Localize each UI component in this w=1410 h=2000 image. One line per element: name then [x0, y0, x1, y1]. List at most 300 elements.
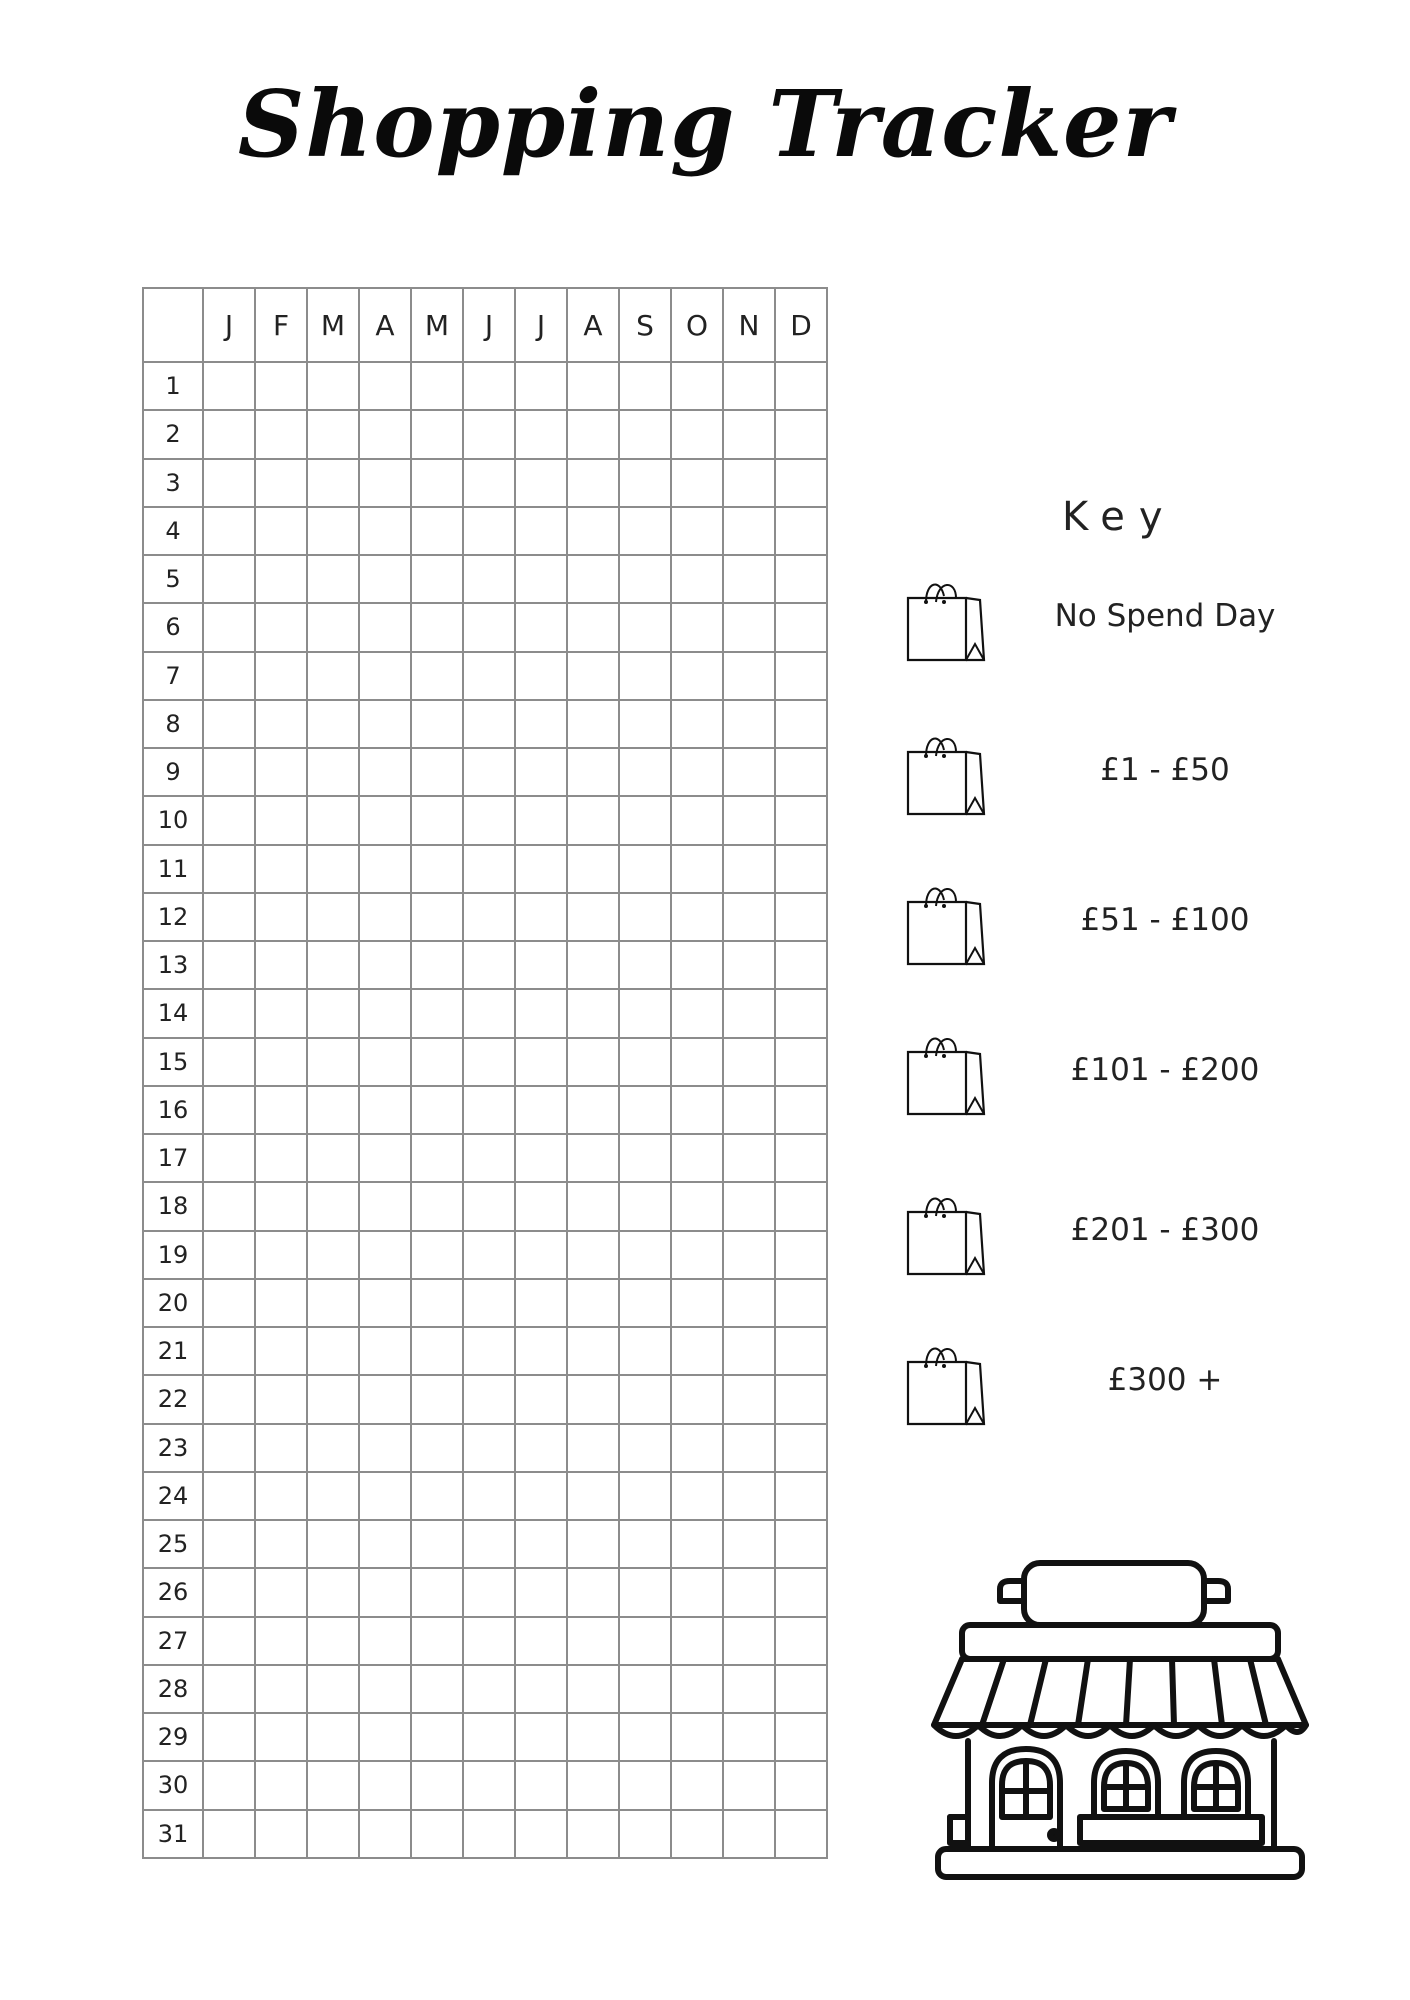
tracker-cell[interactable] — [359, 1617, 411, 1665]
tracker-cell[interactable] — [463, 555, 515, 603]
tracker-cell[interactable] — [307, 1713, 359, 1761]
tracker-cell[interactable] — [307, 941, 359, 989]
tracker-cell[interactable] — [255, 652, 307, 700]
tracker-cell[interactable] — [359, 1038, 411, 1086]
tracker-cell[interactable] — [255, 1617, 307, 1665]
tracker-cell[interactable] — [567, 652, 619, 700]
tracker-cell[interactable] — [359, 1810, 411, 1859]
tracker-cell[interactable] — [723, 1182, 775, 1230]
tracker-cell[interactable] — [775, 941, 827, 989]
tracker-cell[interactable] — [255, 1520, 307, 1568]
tracker-cell[interactable] — [515, 1086, 567, 1134]
tracker-cell[interactable] — [775, 1761, 827, 1809]
tracker-cell[interactable] — [463, 362, 515, 410]
tracker-cell[interactable] — [671, 507, 723, 555]
tracker-cell[interactable] — [203, 1617, 255, 1665]
tracker-cell[interactable] — [567, 700, 619, 748]
tracker-cell[interactable] — [671, 1279, 723, 1327]
tracker-cell[interactable] — [775, 1134, 827, 1182]
tracker-cell[interactable] — [255, 893, 307, 941]
tracker-cell[interactable] — [515, 410, 567, 458]
tracker-cell[interactable] — [723, 1279, 775, 1327]
tracker-cell[interactable] — [307, 652, 359, 700]
tracker-cell[interactable] — [255, 1182, 307, 1230]
tracker-cell[interactable] — [567, 1182, 619, 1230]
tracker-cell[interactable] — [671, 796, 723, 844]
tracker-cell[interactable] — [515, 1617, 567, 1665]
tracker-cell[interactable] — [359, 1327, 411, 1375]
tracker-cell[interactable] — [203, 1665, 255, 1713]
tracker-cell[interactable] — [463, 1568, 515, 1616]
tracker-cell[interactable] — [411, 1086, 463, 1134]
tracker-cell[interactable] — [723, 1038, 775, 1086]
tracker-cell[interactable] — [203, 1713, 255, 1761]
tracker-cell[interactable] — [203, 1327, 255, 1375]
tracker-cell[interactable] — [671, 748, 723, 796]
tracker-cell[interactable] — [567, 1665, 619, 1713]
tracker-cell[interactable] — [307, 1617, 359, 1665]
tracker-cell[interactable] — [463, 1665, 515, 1713]
tracker-cell[interactable] — [359, 555, 411, 603]
tracker-cell[interactable] — [619, 1375, 671, 1423]
tracker-cell[interactable] — [359, 1086, 411, 1134]
tracker-cell[interactable] — [671, 1134, 723, 1182]
tracker-cell[interactable] — [463, 1617, 515, 1665]
tracker-cell[interactable] — [567, 1713, 619, 1761]
tracker-cell[interactable] — [619, 507, 671, 555]
tracker-cell[interactable] — [307, 1279, 359, 1327]
tracker-cell[interactable] — [359, 1665, 411, 1713]
tracker-cell[interactable] — [411, 1375, 463, 1423]
tracker-cell[interactable] — [411, 555, 463, 603]
tracker-cell[interactable] — [359, 1182, 411, 1230]
tracker-cell[interactable] — [619, 1665, 671, 1713]
tracker-cell[interactable] — [203, 1279, 255, 1327]
tracker-cell[interactable] — [515, 1568, 567, 1616]
tracker-cell[interactable] — [411, 941, 463, 989]
tracker-cell[interactable] — [307, 1231, 359, 1279]
tracker-cell[interactable] — [359, 1231, 411, 1279]
tracker-cell[interactable] — [567, 1279, 619, 1327]
tracker-cell[interactable] — [203, 1134, 255, 1182]
tracker-cell[interactable] — [307, 748, 359, 796]
tracker-cell[interactable] — [515, 989, 567, 1037]
tracker-cell[interactable] — [723, 1568, 775, 1616]
tracker-cell[interactable] — [411, 1810, 463, 1859]
tracker-cell[interactable] — [307, 1424, 359, 1472]
tracker-cell[interactable] — [515, 1231, 567, 1279]
tracker-cell[interactable] — [515, 1665, 567, 1713]
tracker-cell[interactable] — [567, 362, 619, 410]
tracker-cell[interactable] — [723, 893, 775, 941]
tracker-cell[interactable] — [203, 1520, 255, 1568]
tracker-cell[interactable] — [463, 748, 515, 796]
tracker-cell[interactable] — [567, 845, 619, 893]
tracker-cell[interactable] — [359, 1713, 411, 1761]
tracker-cell[interactable] — [359, 1520, 411, 1568]
tracker-cell[interactable] — [463, 941, 515, 989]
tracker-cell[interactable] — [255, 1327, 307, 1375]
tracker-cell[interactable] — [723, 1761, 775, 1809]
tracker-cell[interactable] — [723, 362, 775, 410]
tracker-cell[interactable] — [671, 941, 723, 989]
tracker-cell[interactable] — [619, 941, 671, 989]
tracker-cell[interactable] — [567, 1520, 619, 1568]
tracker-cell[interactable] — [255, 1375, 307, 1423]
tracker-cell[interactable] — [671, 1761, 723, 1809]
tracker-cell[interactable] — [411, 893, 463, 941]
tracker-cell[interactable] — [359, 700, 411, 748]
tracker-cell[interactable] — [203, 459, 255, 507]
tracker-cell[interactable] — [723, 1086, 775, 1134]
tracker-cell[interactable] — [463, 459, 515, 507]
tracker-cell[interactable] — [515, 555, 567, 603]
tracker-cell[interactable] — [619, 1134, 671, 1182]
tracker-cell[interactable] — [775, 989, 827, 1037]
tracker-cell[interactable] — [255, 1761, 307, 1809]
tracker-cell[interactable] — [515, 459, 567, 507]
tracker-cell[interactable] — [255, 1086, 307, 1134]
tracker-cell[interactable] — [723, 507, 775, 555]
tracker-cell[interactable] — [307, 1375, 359, 1423]
tracker-cell[interactable] — [619, 1424, 671, 1472]
tracker-cell[interactable] — [203, 1472, 255, 1520]
tracker-cell[interactable] — [307, 845, 359, 893]
tracker-cell[interactable] — [775, 1520, 827, 1568]
tracker-cell[interactable] — [203, 893, 255, 941]
tracker-cell[interactable] — [463, 1810, 515, 1859]
tracker-cell[interactable] — [411, 1327, 463, 1375]
tracker-cell[interactable] — [255, 700, 307, 748]
tracker-cell[interactable] — [619, 748, 671, 796]
tracker-cell[interactable] — [359, 410, 411, 458]
tracker-cell[interactable] — [359, 845, 411, 893]
tracker-cell[interactable] — [463, 1182, 515, 1230]
tracker-cell[interactable] — [307, 1472, 359, 1520]
tracker-cell[interactable] — [463, 603, 515, 651]
tracker-cell[interactable] — [567, 1086, 619, 1134]
tracker-cell[interactable] — [411, 652, 463, 700]
tracker-cell[interactable] — [723, 1231, 775, 1279]
tracker-cell[interactable] — [411, 845, 463, 893]
tracker-cell[interactable] — [411, 410, 463, 458]
tracker-cell[interactable] — [203, 845, 255, 893]
tracker-cell[interactable] — [619, 845, 671, 893]
tracker-cell[interactable] — [723, 941, 775, 989]
tracker-cell[interactable] — [723, 845, 775, 893]
tracker-cell[interactable] — [515, 1134, 567, 1182]
tracker-cell[interactable] — [203, 652, 255, 700]
tracker-cell[interactable] — [203, 1038, 255, 1086]
tracker-cell[interactable] — [619, 1086, 671, 1134]
tracker-cell[interactable] — [567, 1472, 619, 1520]
tracker-cell[interactable] — [671, 1568, 723, 1616]
tracker-cell[interactable] — [671, 1810, 723, 1859]
tracker-cell[interactable] — [411, 1617, 463, 1665]
tracker-cell[interactable] — [619, 989, 671, 1037]
tracker-cell[interactable] — [775, 893, 827, 941]
tracker-cell[interactable] — [203, 1231, 255, 1279]
tracker-cell[interactable] — [671, 1375, 723, 1423]
tracker-cell[interactable] — [307, 1810, 359, 1859]
tracker-cell[interactable] — [775, 1279, 827, 1327]
tracker-cell[interactable] — [463, 1520, 515, 1568]
tracker-cell[interactable] — [775, 1424, 827, 1472]
tracker-cell[interactable] — [775, 652, 827, 700]
tracker-cell[interactable] — [723, 1665, 775, 1713]
tracker-cell[interactable] — [203, 748, 255, 796]
tracker-cell[interactable] — [567, 893, 619, 941]
tracker-cell[interactable] — [515, 700, 567, 748]
tracker-cell[interactable] — [671, 652, 723, 700]
tracker-cell[interactable] — [723, 796, 775, 844]
tracker-cell[interactable] — [567, 507, 619, 555]
tracker-cell[interactable] — [723, 459, 775, 507]
tracker-cell[interactable] — [723, 1520, 775, 1568]
tracker-cell[interactable] — [671, 1665, 723, 1713]
tracker-cell[interactable] — [515, 1810, 567, 1859]
tracker-cell[interactable] — [411, 1713, 463, 1761]
tracker-cell[interactable] — [463, 410, 515, 458]
tracker-cell[interactable] — [411, 748, 463, 796]
tracker-cell[interactable] — [255, 1665, 307, 1713]
tracker-cell[interactable] — [203, 1375, 255, 1423]
tracker-cell[interactable] — [255, 845, 307, 893]
tracker-cell[interactable] — [411, 1231, 463, 1279]
tracker-cell[interactable] — [775, 1375, 827, 1423]
tracker-cell[interactable] — [567, 941, 619, 989]
tracker-cell[interactable] — [463, 1472, 515, 1520]
tracker-cell[interactable] — [775, 1086, 827, 1134]
tracker-cell[interactable] — [203, 1568, 255, 1616]
tracker-cell[interactable] — [411, 1279, 463, 1327]
tracker-cell[interactable] — [463, 507, 515, 555]
tracker-cell[interactable] — [567, 459, 619, 507]
tracker-cell[interactable] — [463, 845, 515, 893]
tracker-cell[interactable] — [255, 603, 307, 651]
tracker-cell[interactable] — [619, 1810, 671, 1859]
tracker-cell[interactable] — [255, 748, 307, 796]
tracker-cell[interactable] — [619, 1568, 671, 1616]
tracker-cell[interactable] — [307, 893, 359, 941]
tracker-cell[interactable] — [411, 1568, 463, 1616]
tracker-cell[interactable] — [255, 796, 307, 844]
tracker-cell[interactable] — [567, 1375, 619, 1423]
tracker-cell[interactable] — [723, 1617, 775, 1665]
tracker-cell[interactable] — [307, 1134, 359, 1182]
tracker-cell[interactable] — [775, 1182, 827, 1230]
tracker-cell[interactable] — [671, 1472, 723, 1520]
tracker-cell[interactable] — [203, 1424, 255, 1472]
tracker-cell[interactable] — [671, 1424, 723, 1472]
tracker-cell[interactable] — [411, 1472, 463, 1520]
tracker-cell[interactable] — [203, 1810, 255, 1859]
tracker-cell[interactable] — [515, 748, 567, 796]
tracker-cell[interactable] — [307, 796, 359, 844]
tracker-cell[interactable] — [567, 1568, 619, 1616]
tracker-cell[interactable] — [775, 1231, 827, 1279]
tracker-cell[interactable] — [671, 700, 723, 748]
tracker-cell[interactable] — [463, 989, 515, 1037]
tracker-cell[interactable] — [307, 603, 359, 651]
tracker-cell[interactable] — [255, 941, 307, 989]
tracker-cell[interactable] — [203, 700, 255, 748]
tracker-cell[interactable] — [463, 1761, 515, 1809]
tracker-cell[interactable] — [307, 362, 359, 410]
tracker-cell[interactable] — [619, 700, 671, 748]
tracker-cell[interactable] — [775, 1327, 827, 1375]
tracker-cell[interactable] — [203, 1086, 255, 1134]
tracker-cell[interactable] — [307, 1665, 359, 1713]
tracker-cell[interactable] — [515, 1424, 567, 1472]
tracker-cell[interactable] — [255, 1231, 307, 1279]
tracker-cell[interactable] — [567, 748, 619, 796]
tracker-cell[interactable] — [723, 603, 775, 651]
tracker-cell[interactable] — [255, 459, 307, 507]
tracker-cell[interactable] — [567, 1424, 619, 1472]
tracker-cell[interactable] — [515, 796, 567, 844]
tracker-cell[interactable] — [203, 507, 255, 555]
tracker-cell[interactable] — [619, 1279, 671, 1327]
tracker-cell[interactable] — [307, 1038, 359, 1086]
tracker-cell[interactable] — [775, 1810, 827, 1859]
tracker-cell[interactable] — [359, 1279, 411, 1327]
tracker-cell[interactable] — [567, 1617, 619, 1665]
tracker-cell[interactable] — [671, 1617, 723, 1665]
tracker-cell[interactable] — [411, 1424, 463, 1472]
tracker-cell[interactable] — [463, 1327, 515, 1375]
tracker-cell[interactable] — [619, 1617, 671, 1665]
tracker-cell[interactable] — [567, 796, 619, 844]
tracker-cell[interactable] — [515, 1472, 567, 1520]
tracker-cell[interactable] — [307, 1520, 359, 1568]
tracker-cell[interactable] — [307, 989, 359, 1037]
tracker-cell[interactable] — [723, 748, 775, 796]
tracker-cell[interactable] — [671, 459, 723, 507]
tracker-cell[interactable] — [463, 1375, 515, 1423]
tracker-cell[interactable] — [775, 796, 827, 844]
tracker-cell[interactable] — [567, 1761, 619, 1809]
tracker-cell[interactable] — [619, 555, 671, 603]
tracker-cell[interactable] — [359, 748, 411, 796]
tracker-cell[interactable] — [463, 1134, 515, 1182]
tracker-cell[interactable] — [775, 700, 827, 748]
tracker-cell[interactable] — [671, 555, 723, 603]
tracker-cell[interactable] — [567, 1134, 619, 1182]
tracker-cell[interactable] — [775, 507, 827, 555]
tracker-cell[interactable] — [567, 1327, 619, 1375]
tracker-cell[interactable] — [619, 362, 671, 410]
tracker-cell[interactable] — [359, 603, 411, 651]
tracker-cell[interactable] — [671, 1520, 723, 1568]
tracker-cell[interactable] — [359, 1568, 411, 1616]
tracker-cell[interactable] — [671, 362, 723, 410]
tracker-cell[interactable] — [671, 845, 723, 893]
tracker-cell[interactable] — [567, 410, 619, 458]
tracker-cell[interactable] — [359, 459, 411, 507]
tracker-cell[interactable] — [775, 1472, 827, 1520]
tracker-cell[interactable] — [619, 603, 671, 651]
tracker-cell[interactable] — [359, 1472, 411, 1520]
tracker-cell[interactable] — [463, 1038, 515, 1086]
tracker-cell[interactable] — [515, 1713, 567, 1761]
tracker-cell[interactable] — [411, 700, 463, 748]
tracker-cell[interactable] — [411, 459, 463, 507]
tracker-cell[interactable] — [775, 555, 827, 603]
tracker-cell[interactable] — [671, 1086, 723, 1134]
tracker-cell[interactable] — [255, 1713, 307, 1761]
tracker-cell[interactable] — [463, 1713, 515, 1761]
tracker-cell[interactable] — [515, 1375, 567, 1423]
tracker-cell[interactable] — [619, 796, 671, 844]
tracker-cell[interactable] — [671, 410, 723, 458]
tracker-cell[interactable] — [411, 1520, 463, 1568]
tracker-cell[interactable] — [619, 410, 671, 458]
tracker-cell[interactable] — [515, 652, 567, 700]
tracker-cell[interactable] — [723, 1472, 775, 1520]
tracker-cell[interactable] — [619, 1472, 671, 1520]
tracker-cell[interactable] — [567, 1810, 619, 1859]
tracker-cell[interactable] — [203, 362, 255, 410]
tracker-cell[interactable] — [359, 1134, 411, 1182]
tracker-cell[interactable] — [775, 1665, 827, 1713]
tracker-cell[interactable] — [307, 1327, 359, 1375]
tracker-cell[interactable] — [463, 893, 515, 941]
tracker-cell[interactable] — [515, 1038, 567, 1086]
tracker-cell[interactable] — [775, 459, 827, 507]
tracker-cell[interactable] — [775, 845, 827, 893]
tracker-cell[interactable] — [775, 1713, 827, 1761]
tracker-cell[interactable] — [671, 1038, 723, 1086]
tracker-cell[interactable] — [255, 989, 307, 1037]
tracker-cell[interactable] — [775, 1568, 827, 1616]
tracker-cell[interactable] — [671, 893, 723, 941]
tracker-cell[interactable] — [359, 893, 411, 941]
tracker-cell[interactable] — [671, 1713, 723, 1761]
tracker-cell[interactable] — [463, 1424, 515, 1472]
tracker-cell[interactable] — [411, 796, 463, 844]
tracker-cell[interactable] — [411, 989, 463, 1037]
tracker-cell[interactable] — [203, 603, 255, 651]
tracker-cell[interactable] — [567, 603, 619, 651]
tracker-cell[interactable] — [255, 555, 307, 603]
tracker-cell[interactable] — [515, 1279, 567, 1327]
tracker-cell[interactable] — [775, 362, 827, 410]
tracker-cell[interactable] — [463, 700, 515, 748]
tracker-cell[interactable] — [619, 652, 671, 700]
tracker-cell[interactable] — [723, 652, 775, 700]
tracker-cell[interactable] — [723, 989, 775, 1037]
tracker-cell[interactable] — [203, 796, 255, 844]
tracker-cell[interactable] — [255, 1279, 307, 1327]
tracker-cell[interactable] — [723, 1134, 775, 1182]
tracker-cell[interactable] — [723, 1327, 775, 1375]
tracker-cell[interactable] — [463, 796, 515, 844]
tracker-cell[interactable] — [671, 989, 723, 1037]
tracker-cell[interactable] — [619, 1038, 671, 1086]
tracker-cell[interactable] — [255, 1134, 307, 1182]
tracker-cell[interactable] — [463, 652, 515, 700]
tracker-cell[interactable] — [359, 1375, 411, 1423]
tracker-cell[interactable] — [203, 1182, 255, 1230]
tracker-cell[interactable] — [619, 1520, 671, 1568]
tracker-cell[interactable] — [515, 507, 567, 555]
tracker-cell[interactable] — [775, 1038, 827, 1086]
tracker-cell[interactable] — [255, 362, 307, 410]
tracker-cell[interactable] — [359, 941, 411, 989]
tracker-cell[interactable] — [307, 410, 359, 458]
tracker-cell[interactable] — [515, 1182, 567, 1230]
